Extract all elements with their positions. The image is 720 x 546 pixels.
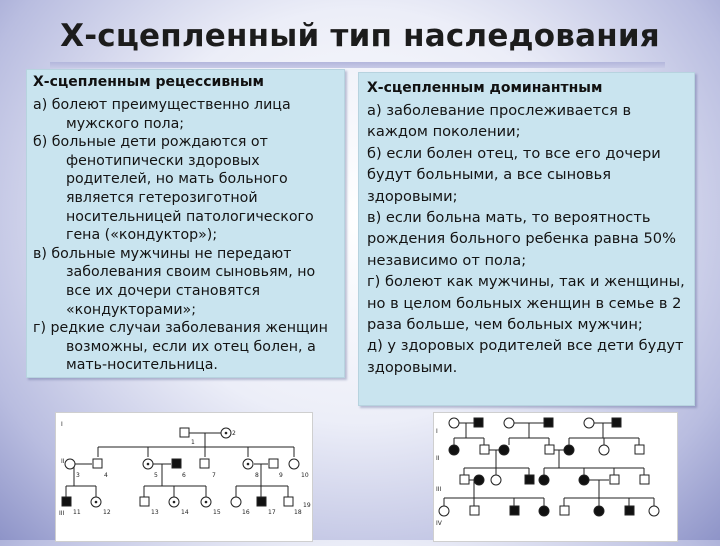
ped-number: 3 (76, 472, 80, 479)
recessive-heading: Х-сцепленным рецессивным (33, 74, 264, 90)
dominant-item-d: г) болеют как мужчины, так и женщины, но в целом больных женщин в семье в 2 раза больше, чем больных мужчин; (367, 273, 685, 334)
ped-number: 17 (268, 509, 276, 516)
recessive-item-d: г) редкие случаи заболевания женщин возможны, если их отец болен, а мать-носительница. (33, 320, 328, 374)
ped-number: 16 (242, 509, 250, 516)
dominant-item-c: в) если больна мать, то вероятность рождения больного ребенка равна 50% независимо от пола; (367, 209, 676, 269)
dominant-heading: Х-сцепленным доминантным (367, 80, 603, 96)
ped-number: 13 (151, 509, 159, 516)
ped-number: 11 (73, 509, 81, 516)
ped-number: 19 (303, 502, 311, 509)
ped-number: 1 (191, 439, 195, 446)
gen-label: II (61, 458, 65, 465)
gen-label: II (436, 455, 440, 462)
recessive-item-b: б) больные дети рождаются от фенотипически здоровых родителей, но мать больного является гетерозиготной носительницей патологического гена («кондуктор»); (33, 134, 314, 244)
pedigree-recessive (55, 412, 313, 542)
gen-label: I (436, 428, 438, 435)
pedigree-dominant-diagram (434, 413, 677, 541)
dominant-item-b: б) если болен отец, то все его дочери будут больными, а все сыновья здоровыми; (367, 144, 661, 205)
recessive-item-a: а) болеют преимущественно лица мужского пола; (33, 97, 291, 132)
recessive-item-c: в) больные мужчины не передают заболевания своим сыновьям, но все их дочери становятся «кондукторами»; (33, 245, 316, 318)
dominant-item-a: а) заболевание прослеживается в каждом поколении; (367, 102, 632, 141)
gen-label: III (436, 486, 442, 493)
slide-title: Х-сцепленный тип наследования (60, 18, 660, 54)
ped-number: 7 (212, 472, 216, 479)
ped-number: 6 (182, 472, 186, 479)
dominant-item-e: д) у здоровых родителей все дети будут здоровыми. (367, 337, 684, 376)
title-underline (50, 62, 665, 68)
pedigree-dominant (433, 412, 678, 542)
ped-number: 4 (104, 472, 108, 479)
ped-number: 5 (154, 472, 158, 479)
ped-number: 8 (255, 472, 259, 479)
gen-label: I (61, 421, 63, 428)
dominant-panel (358, 72, 695, 406)
recessive-panel (26, 69, 345, 378)
gen-label: III (59, 510, 65, 517)
ped-number: 18 (294, 509, 302, 516)
ped-number: 14 (181, 509, 189, 516)
ped-number: 15 (213, 509, 221, 516)
ped-number: 2 (232, 430, 236, 437)
gen-label: IV (436, 520, 442, 527)
pedigree-recessive-diagram (56, 413, 312, 541)
ped-number: 12 (103, 509, 111, 516)
ped-number: 9 (279, 472, 283, 479)
ped-number: 10 (301, 472, 309, 479)
